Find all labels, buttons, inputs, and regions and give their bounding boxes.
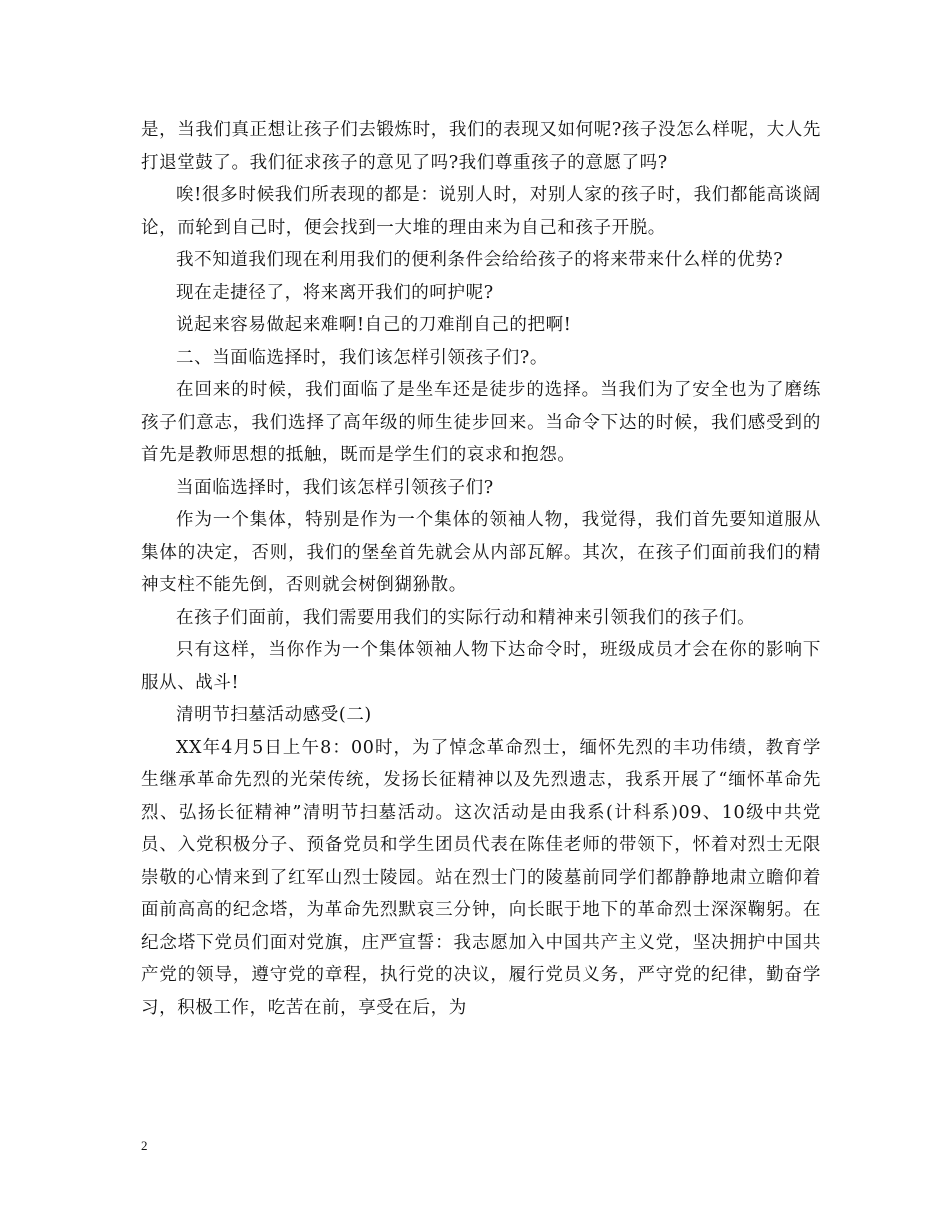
paragraph: 当面临选择时，我们该怎样引领孩子们? — [176, 477, 494, 498]
paragraph: 是，当我们真正想让孩子们去锻炼时，我们的表现又如何呢?孩子没怎么样呢，大人先打退堂鼓了。我们征求孩子的意见了吗?我们尊重孩子的意愿了吗? — [141, 120, 821, 173]
paragraph: 现在走捷径了，将来离开我们的呵护呢? — [176, 282, 494, 303]
paragraph: 作为一个集体，特别是作为一个集体的领袖人物，我觉得，我们首先要知道服从集体的决定，否则，我们的堡垒首先就会从内部瓦解。其次，在孩子们面前我们的精神支柱不能先倒，否则就会树倒猢狲散。 — [141, 510, 821, 595]
article-title: 清明节扫墓活动感受(二) — [176, 705, 372, 725]
page-number: 2 — [141, 1138, 148, 1153]
body-text — [141, 114, 821, 1024]
paragraph: 我不知道我们现在利用我们的便利条件会给给孩子的将来带来什么样的优势? — [176, 250, 784, 270]
paragraph: 在孩子们面前，我们需要用我们的实际行动和精神来引领我们的孩子们。 — [176, 607, 756, 628]
section-heading: 二、当面临选择时，我们该怎样引领孩子们?。 — [176, 347, 548, 368]
paragraph: 只有这样，当你作为一个集体领袖人物下达命令时，班级成员才会在你的影响下服从、战斗! — [141, 640, 821, 693]
paragraph: 说起来容易做起来难啊!自己的刀难削自己的把啊! — [176, 315, 572, 335]
paragraph: XX年4月5日上午8：00时，为了悼念革命烈士，缅怀先烈的丰功伟绩，教育学生继承革命先烈的光荣传统，发扬长征精神以及先烈遗志，我系开展了“缅怀革命先烈、弘扬长征精神”清明节扫墓活动。这次活动是由我系(计科系)09、10级中共党员、入党积极分子、预备党员和学生团员代表在陈佳老师的带领下，怀着对烈士无限崇敬的心情来到了红军山烈士陵园。站在烈士门的陵墓前同学们都静静地肃立瞻仰着面前高高的纪念塔，为革命先烈默哀三分钟，向长眠于地下的革命烈士深深鞠躬。在纪念塔下党员们面对党旗，庄严宣誓：我志愿加入中国共产主义党，坚决拥护中国共产党的领导，遵守党的章程，执行党的决议，履行党员义务，严守党的纪律，勤奋学习，积极工作，吃苦在前，享受在后，为 — [141, 737, 821, 1018]
paragraph: 在回来的时候，我们面临了是坐车还是徒步的选择。当我们为了安全也为了磨练孩子们意志，我们选择了高年级的师生徒步回来。当命令下达的时候，我们感受到的首先是教师思想的抵触，既而是学生们的哀求和抱怨。 — [141, 380, 821, 465]
paragraph: 唉!很多时候我们所表现的都是：说别人时，对别人家的孩子时，我们都能高谈阔论，而轮到自己时，便会找到一大堆的理由来为自己和孩子开脱。 — [141, 185, 821, 238]
